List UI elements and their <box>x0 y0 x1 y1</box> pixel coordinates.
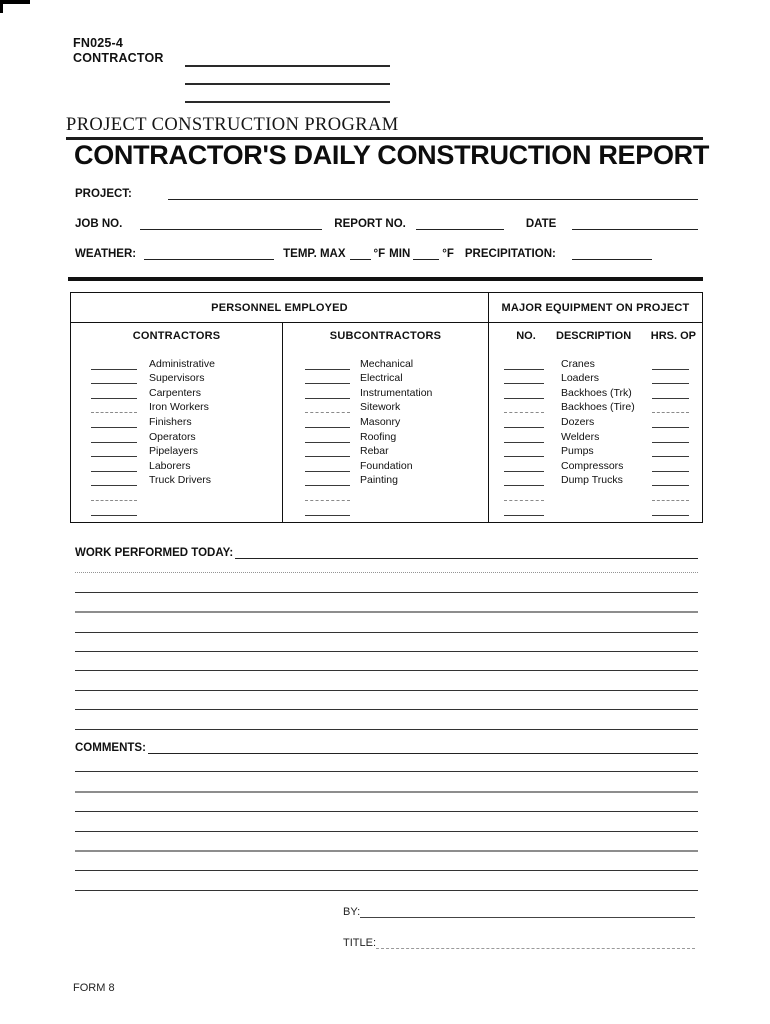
count-write-in-line[interactable] <box>305 432 350 443</box>
contractor-write-in-lines <box>185 49 390 103</box>
major-equipment-header: MAJOR EQUIPMENT ON PROJECT <box>489 293 702 323</box>
personnel-label: Administrative <box>149 357 215 370</box>
equipment-no-write-in-line[interactable] <box>504 505 544 516</box>
section-divider-rule <box>68 277 703 281</box>
equipment-row <box>489 413 702 428</box>
scan-artifact <box>0 0 30 4</box>
ruled-write-in-line[interactable] <box>75 652 698 671</box>
equipment-row <box>489 355 702 370</box>
ruled-write-in-line[interactable] <box>75 812 698 831</box>
equipment-row <box>489 370 702 385</box>
hrs-op-write-in-line[interactable] <box>652 417 689 428</box>
equipment-label: Backhoes (Tire) <box>561 401 635 414</box>
count-write-in-line[interactable] <box>305 446 350 457</box>
contractors-column-header: CONTRACTORS <box>71 323 283 349</box>
personnel-row <box>71 399 282 414</box>
personnel-label: Electrical <box>360 372 403 385</box>
personnel-label: Truck Drivers <box>149 474 212 487</box>
form-number: FORM 8 <box>73 982 115 994</box>
count-write-in-line[interactable] <box>91 388 137 399</box>
personnel-row <box>71 384 282 399</box>
equipment-no-write-in-line[interactable] <box>504 373 544 384</box>
personnel-label: Iron Workers <box>149 401 209 414</box>
ruled-write-in-line[interactable] <box>75 710 698 729</box>
min-label: MIN <box>389 248 411 260</box>
subcontractors-column-header: SUBCONTRACTORS <box>283 323 489 349</box>
date-input-line[interactable] <box>572 216 698 230</box>
personnel-row <box>71 443 282 458</box>
hrs-op-write-in-line[interactable] <box>652 432 689 443</box>
personnel-label: Operators <box>149 430 196 443</box>
personnel-row <box>283 457 488 472</box>
project-input-line[interactable] <box>168 186 698 200</box>
count-write-in-line[interactable] <box>91 475 137 486</box>
equipment-no-write-in-line[interactable] <box>504 432 544 443</box>
equipment-label: Loaders <box>561 372 599 385</box>
form-code-block <box>73 36 164 66</box>
contractor-label: CONTRACTOR <box>73 51 164 65</box>
equipment-label: Dozers <box>561 415 595 428</box>
title-label: TITLE: <box>343 937 377 949</box>
count-write-in-line[interactable] <box>91 490 137 501</box>
by-label: BY: <box>343 906 361 918</box>
personnel-employed-header: PERSONNEL EMPLOYED <box>71 293 489 323</box>
count-write-in-line[interactable] <box>91 359 137 370</box>
count-write-in-line[interactable] <box>305 475 350 486</box>
equipment-row <box>489 486 702 501</box>
equipment-row <box>489 384 702 399</box>
equipment-row <box>489 399 702 414</box>
ruled-write-in-line[interactable] <box>75 772 698 792</box>
personnel-row <box>71 501 282 516</box>
personnel-label: Finishers <box>149 415 192 428</box>
hrs-op-write-in-line[interactable] <box>652 505 689 516</box>
page-title: CONTRACTOR'S DAILY CONSTRUCTION REPORT <box>74 140 710 170</box>
personnel-row <box>283 443 488 458</box>
personnel-row <box>71 428 282 443</box>
title-row <box>343 936 695 949</box>
count-write-in-line[interactable] <box>305 373 350 384</box>
personnel-row <box>71 355 282 370</box>
personnel-label: Foundation <box>360 459 413 472</box>
work-performed-lines <box>75 554 698 730</box>
hrs-op-write-in-line[interactable] <box>652 373 689 384</box>
description-column-header: DESCRIPTION <box>556 330 632 342</box>
ruled-write-in-line[interactable] <box>75 753 698 772</box>
count-write-in-line[interactable] <box>91 402 137 413</box>
personnel-label: Supervisors <box>149 372 205 385</box>
job-no-label: JOB NO. <box>75 218 123 230</box>
personnel-label: Pipelayers <box>149 445 199 458</box>
personnel-row <box>71 457 282 472</box>
count-write-in-line[interactable] <box>91 417 137 428</box>
equipment-row <box>489 443 702 458</box>
equipment-label: Compressors <box>561 459 624 472</box>
ruled-write-in-line[interactable] <box>75 871 698 890</box>
equipment-no-write-in-line[interactable] <box>504 417 544 428</box>
ruled-write-in-line[interactable] <box>75 613 698 632</box>
personnel-row <box>71 370 282 385</box>
count-write-in-line[interactable] <box>305 490 350 501</box>
ruled-write-in-line[interactable] <box>185 67 390 85</box>
personnel-label: Rebar <box>360 445 389 458</box>
equipment-label: Backhoes (Trk) <box>561 386 632 399</box>
precipitation-label: PRECIPITATION: <box>464 248 556 260</box>
comments-lines <box>75 753 698 891</box>
equipment-label: Dump Trucks <box>561 474 623 487</box>
hrs-op-write-in-line[interactable] <box>652 446 689 457</box>
precipitation-input-line[interactable] <box>572 246 652 260</box>
hrs-op-write-in-line[interactable] <box>652 461 689 472</box>
title-input-line[interactable] <box>376 936 695 949</box>
ruled-write-in-line[interactable] <box>75 554 698 573</box>
ruled-write-in-line[interactable] <box>185 49 390 67</box>
ruled-write-in-line[interactable] <box>75 633 698 652</box>
personnel-label: Laborers <box>149 459 191 472</box>
comments-input-line[interactable] <box>148 740 698 754</box>
by-input-line[interactable] <box>360 905 695 918</box>
ruled-write-in-line[interactable] <box>75 671 698 690</box>
personnel-row <box>283 370 488 385</box>
hrs-op-column-header: HRS. OP <box>650 330 696 342</box>
personnel-row <box>283 428 488 443</box>
equipment-no-write-in-line[interactable] <box>504 490 544 501</box>
personnel-row <box>283 384 488 399</box>
weather-label: WEATHER: <box>75 248 137 260</box>
weather-row <box>75 246 698 260</box>
ruled-write-in-line[interactable] <box>75 593 698 613</box>
count-write-in-line[interactable] <box>91 432 137 443</box>
count-write-in-line[interactable] <box>305 505 350 516</box>
personnel-label: Roofing <box>360 430 397 443</box>
personnel-row <box>283 486 488 501</box>
equipment-no-write-in-line[interactable] <box>504 446 544 457</box>
personnel-label: Instrumentation <box>360 386 433 399</box>
count-write-in-line[interactable] <box>91 461 137 472</box>
personnel-row <box>71 413 282 428</box>
ruled-write-in-line[interactable] <box>185 85 390 103</box>
hrs-op-write-in-line[interactable] <box>652 388 689 399</box>
personnel-row <box>283 501 488 516</box>
personnel-row <box>71 472 282 487</box>
contractors-column <box>71 349 283 522</box>
no-column-header: NO. <box>516 330 536 342</box>
equipment-column <box>489 349 702 522</box>
count-write-in-line[interactable] <box>305 402 350 413</box>
count-write-in-line[interactable] <box>305 388 350 399</box>
personnel-label: Carpenters <box>149 386 201 399</box>
job-no-input-line[interactable] <box>140 216 322 230</box>
ruled-write-in-line[interactable] <box>75 573 698 592</box>
personnel-row <box>283 472 488 487</box>
equipment-no-write-in-line[interactable] <box>504 359 544 370</box>
equipment-label: Pumps <box>561 445 594 458</box>
comments-label: COMMENTS: <box>75 742 146 754</box>
count-write-in-line[interactable] <box>305 461 350 472</box>
personnel-label: Mechanical <box>360 357 414 370</box>
equipment-row <box>489 472 702 487</box>
personnel-label: Masonry <box>360 415 401 428</box>
personnel-row <box>283 355 488 370</box>
date-label: DATE <box>525 218 557 230</box>
personnel-equipment-table <box>70 292 703 523</box>
personnel-label: Painting <box>360 474 398 487</box>
ruled-write-in-line[interactable] <box>75 832 698 852</box>
scan-artifact <box>0 0 3 13</box>
personnel-label: Sitework <box>360 401 401 414</box>
hrs-op-write-in-line[interactable] <box>652 402 689 413</box>
hrs-op-write-in-line[interactable] <box>652 490 689 501</box>
equipment-no-write-in-line[interactable] <box>504 461 544 472</box>
weather-input-line[interactable] <box>144 246 274 260</box>
temp-max-input-line[interactable] <box>350 246 371 260</box>
subcontractors-column <box>283 349 489 522</box>
personnel-row <box>283 399 488 414</box>
temp-max-label: TEMP. MAX <box>283 248 346 260</box>
equipment-subheader-row <box>489 323 702 349</box>
equipment-no-write-in-line[interactable] <box>504 475 544 486</box>
by-row <box>343 905 695 918</box>
count-write-in-line[interactable] <box>305 359 350 370</box>
project-label: PROJECT: <box>75 188 132 200</box>
job-report-date-row <box>75 216 698 230</box>
equipment-row <box>489 457 702 472</box>
count-write-in-line[interactable] <box>91 373 137 384</box>
project-row <box>75 186 698 200</box>
deg-f-label-1: °F <box>373 248 386 260</box>
ruled-write-in-line[interactable] <box>75 793 698 812</box>
form-code: FN025-4 <box>73 36 124 50</box>
deg-f-label-2: °F <box>442 248 454 260</box>
temp-min-input-line[interactable] <box>413 246 439 260</box>
count-write-in-line[interactable] <box>91 505 137 516</box>
count-write-in-line[interactable] <box>305 417 350 428</box>
count-write-in-line[interactable] <box>91 446 137 457</box>
equipment-no-write-in-line[interactable] <box>504 402 544 413</box>
ruled-write-in-line[interactable] <box>75 852 698 871</box>
hrs-op-write-in-line[interactable] <box>652 359 689 370</box>
equipment-label: Welders <box>561 430 600 443</box>
ruled-write-in-line[interactable] <box>75 691 698 710</box>
report-no-label: REPORT NO. <box>334 218 406 230</box>
equipment-label: Cranes <box>561 357 595 370</box>
hrs-op-write-in-line[interactable] <box>652 475 689 486</box>
comments-row <box>75 740 698 754</box>
report-no-input-line[interactable] <box>416 216 504 230</box>
equipment-row <box>489 501 702 516</box>
personnel-row <box>71 486 282 501</box>
personnel-row <box>283 413 488 428</box>
equipment-no-write-in-line[interactable] <box>504 388 544 399</box>
program-title: PROJECT CONSTRUCTION PROGRAM <box>66 115 399 135</box>
work-performed-label: WORK PERFORMED TODAY: <box>75 547 234 559</box>
equipment-row <box>489 428 702 443</box>
